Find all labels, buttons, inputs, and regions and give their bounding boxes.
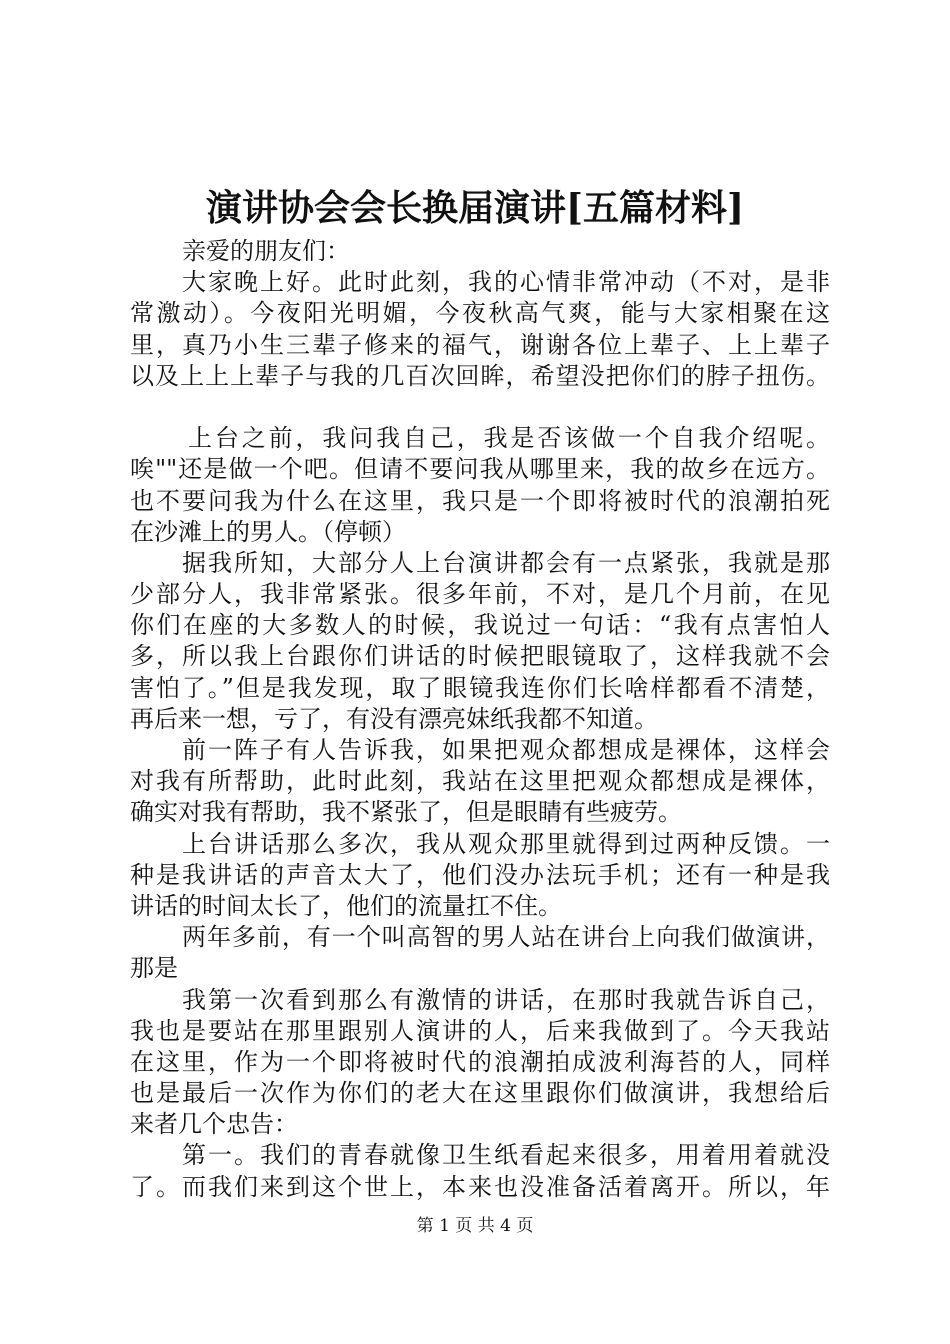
document-title: 演讲协会会长换届演讲[五篇材料] [205, 187, 745, 229]
text-line: 以及上上上辈子与我的几百次回眸，希望没把你们的脖子扭伤。 [130, 361, 830, 390]
text-line: 来者几个忠告： [130, 1110, 298, 1139]
text-line: 讲话的时间太长了，他们的流量扛不住。 [130, 891, 562, 920]
text-line: 也不要问我为什么在这里，我只是一个即将被时代的浪潮拍死 [130, 486, 830, 515]
text-line: 我第一次看到那么有激情的讲话，在那时我就告诉自己， [182, 985, 830, 1014]
paragraph-gap [130, 392, 830, 423]
text-line: 唉""还是做一个吧。但请不要问我从哪里来，我的故乡在远方。 [130, 455, 830, 484]
document-body [130, 236, 830, 1203]
text-line: 你们在座的大多数人的时候，我说过一句话：“我有点害怕人 [130, 611, 830, 640]
text-line: 在这里，作为一个即将被时代的浪潮拍成波利海苔的人，同样 [130, 1047, 830, 1076]
text-line: 再后来一想，亏了，有没有漂亮妹纸我都不知道。 [130, 704, 658, 733]
text-line: 害怕了。”但是我发现，取了眼镜我连你们长啥样都看不清楚， [130, 673, 830, 702]
text-line: 在沙滩上的男人。（停顿） [130, 517, 406, 546]
text-line: 种是我讲话的声音太大了，他们没办法玩手机；还有一种是我 [130, 860, 830, 889]
text-line: 两年多前，有一个叫高智的男人站在讲台上向我们做演讲， [182, 923, 830, 952]
text-line: 我也是要站在那里跟别人演讲的人，后来我做到了。今天我站 [130, 1016, 830, 1045]
text-line: 第一。我们的青春就像卫生纸看起来很多，用着用着就没 [182, 1141, 830, 1170]
text-line: 据我所知，大部分人上台演讲都会有一点紧张，我就是那 [182, 548, 830, 577]
text-line: 大家晚上好。此时此刻，我的心情非常冲动（不对，是非 [182, 268, 830, 297]
text-line: 里，真乃小生三辈子修来的福气，谢谢各位上辈子、上上辈子 [130, 330, 830, 359]
text-line: 确实对我有帮助，我不紧张了，但是眼睛有些疲劳。 [130, 798, 682, 827]
text-line: 少部分人，我非常紧张。很多年前，不对，是几个月前，在见 [130, 580, 830, 609]
text-line: 了。而我们来到这个世上，本来也没准备活着离开。所以，年 [130, 1172, 830, 1201]
text-line: 多，所以我上台跟你们讲话的时候把眼镜取了，这样我就不会 [130, 642, 830, 671]
text-line: 那是 [130, 954, 178, 983]
salutation-line: 亲爱的朋友们： [182, 237, 350, 265]
text-line: 前一阵子有人告诉我，如果把观众都想成是裸体，这样会 [182, 736, 830, 764]
text-line: 对我有所帮助，此时此刻，我站在这里把观众都想成是裸体， [130, 767, 830, 796]
page-footer: 第 1 页 共 4 页 [416, 1216, 534, 1236]
text-line: 上台讲话那么多次，我从观众那里就得到过两种反馈。一 [182, 829, 830, 858]
text-line: 也是最后一次作为你们的老大在这里跟你们做演讲，我想给后 [130, 1079, 830, 1108]
text-line: 上台之前，我问我自己，我是否该做一个自我介绍呢。 [188, 424, 830, 453]
text-line: 常激动）。今夜阳光明媚，今夜秋高气爽，能与大家相聚在这 [130, 299, 830, 328]
